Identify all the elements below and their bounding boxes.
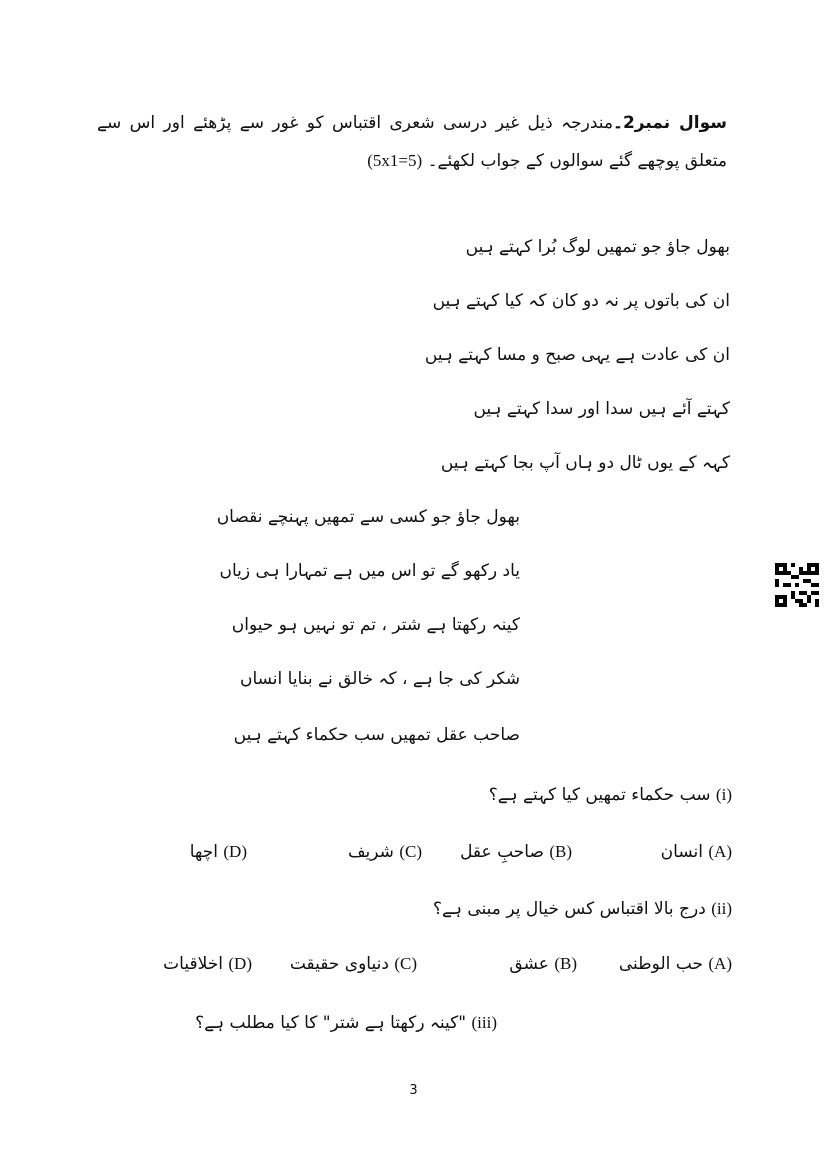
question-2: [433, 898, 732, 919]
poem-line: ان کی عادت ہے یہی صبح و مسا کہتے ہیں: [424, 345, 730, 365]
q1-option-b[interactable]: (B) صاحبِ عقل: [460, 842, 572, 862]
question-instruction-text: مندرجہ ذیل غیر درسی شعری اقتباس کو غور سے پڑھئے اور اس سے متعلق پوچھے گئے سوالوں کے جواب لکھئے۔: [97, 113, 727, 171]
question-heading: سوال نمبر2۔: [612, 113, 727, 133]
question-3-number: (iii): [471, 1013, 497, 1032]
question-3-text: "کینہ رکھتا ہے شتر" کا کیا مطلب ہے؟: [195, 1013, 467, 1033]
q2-option-a[interactable]: (A) حب الوطنی: [618, 954, 732, 974]
poem-line: کہتے آئے ہیں سدا اور سدا کہتے ہیں: [473, 399, 730, 419]
q1-option-c[interactable]: (C) شریف: [347, 842, 422, 862]
page-number: 3: [409, 1083, 418, 1098]
q2-option-b[interactable]: (B) عشق: [509, 954, 577, 974]
qr-code-icon: [775, 563, 819, 607]
poem-line: بھول جاؤ جو کسی سے تمھیں پہنچے نقصاں: [216, 507, 520, 527]
question-2-text: درج بالا اقتباس کس خیال پر مبنی ہے؟: [433, 899, 706, 919]
question-marks: (5x1=5): [367, 151, 423, 170]
poem-line: کینہ رکھتا ہے شتر ، تم تو نہیں ہو حیواں: [231, 615, 520, 635]
question-1-text: سب حکماء تمھیں کیا کہتے ہے؟: [488, 785, 711, 805]
poem-line: ان کی باتوں پر نہ دو کان کہ کیا کہتے ہیں: [432, 291, 730, 311]
poem-line: کہہ کے یوں ٹال دو ہاں آپ بجا کہتے ہیں: [440, 453, 730, 473]
poem-line: بھول جاؤ جو تمھیں لوگ بُرا کہتے ہیں: [465, 237, 730, 257]
poem-line: یاد رکھو گے تو اس میں ہے تمہارا ہی زیاں: [219, 561, 520, 581]
question-1-number: (i): [715, 785, 732, 804]
q2-option-c[interactable]: (C) دنیاوی حقیقت: [289, 954, 417, 974]
question-instruction: [97, 104, 727, 180]
question-1: [489, 784, 732, 805]
poem-line: صاحب عقل تمھیں سب حکماء کہتے ہیں: [233, 725, 520, 745]
question-2-number: (ii): [711, 899, 732, 918]
q2-option-d[interactable]: (D) اخلاقیات: [163, 954, 252, 974]
q1-option-a[interactable]: (A) انسان: [660, 842, 732, 862]
question-3: [195, 1012, 497, 1033]
q1-option-d[interactable]: (D) اچھا: [189, 842, 247, 862]
poem-line: شکر کی جا ہے ، کہ خالق نے بنایا انساں: [239, 669, 520, 689]
